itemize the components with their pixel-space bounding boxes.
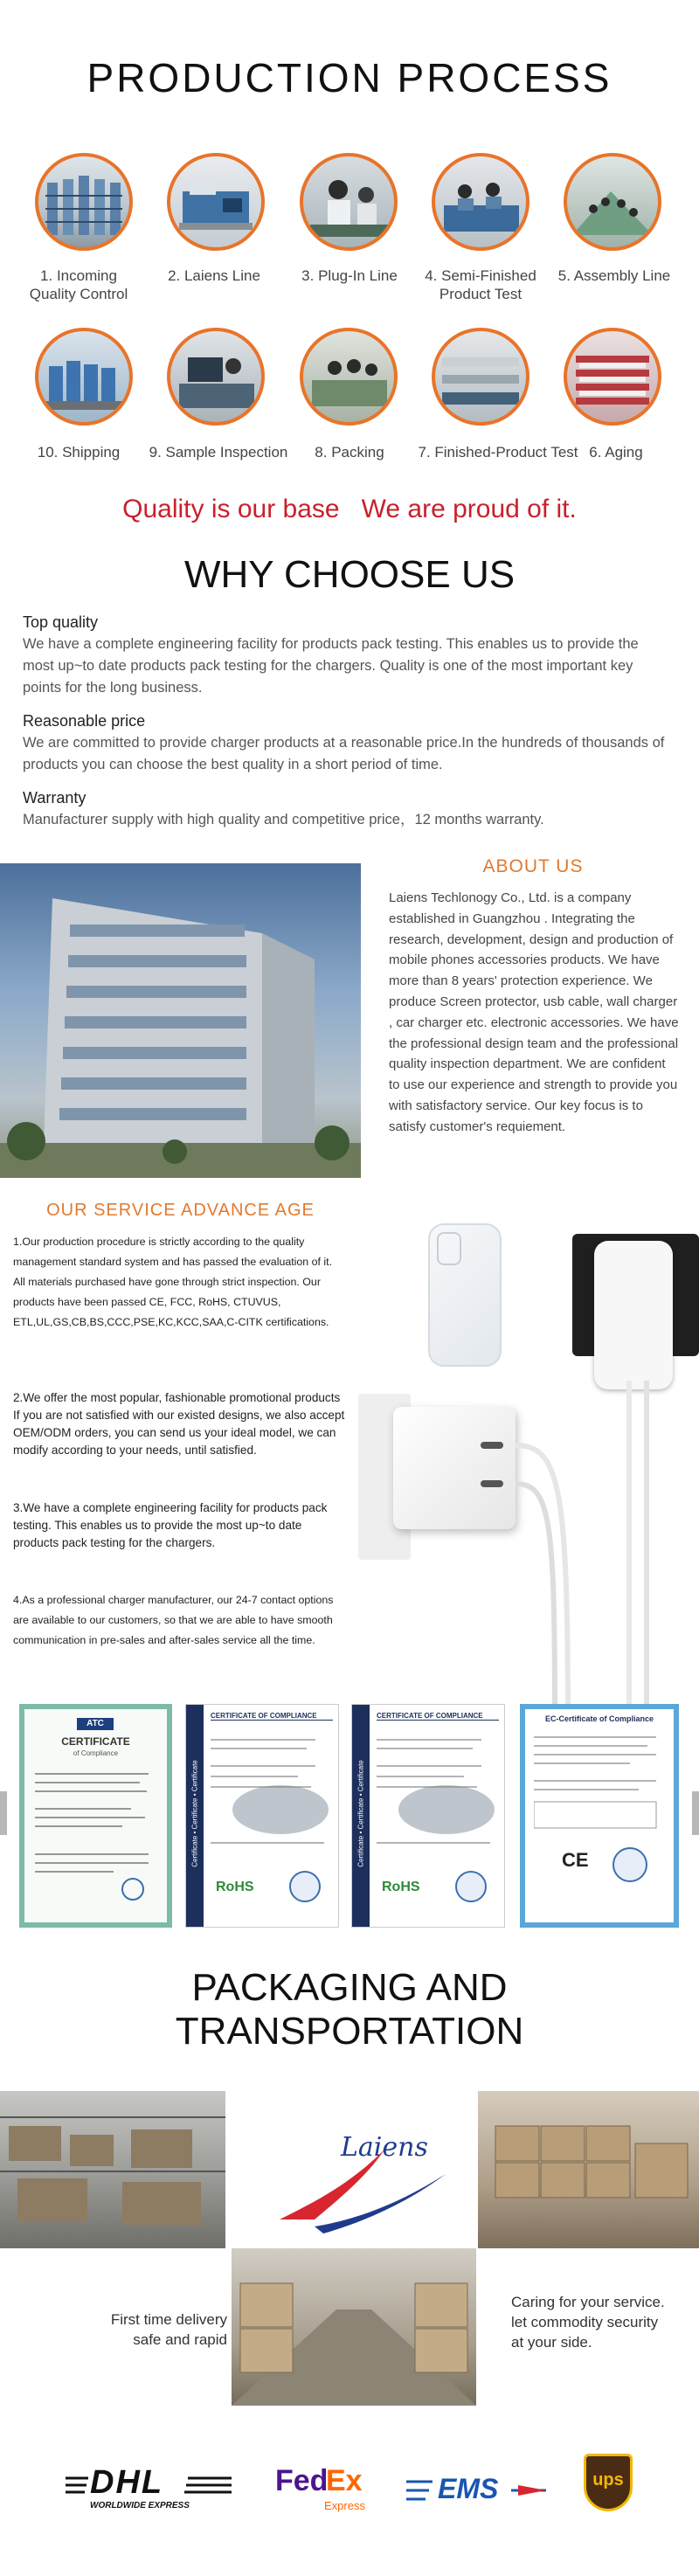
ec-certificate: [520, 1704, 679, 1928]
usb-c-port: [481, 1442, 503, 1449]
ems-text: EMS: [438, 2473, 499, 2504]
fedex-subtext: Express: [324, 2499, 365, 2512]
ec-title: EC-Certificate of Compliance: [544, 1714, 654, 1723]
step-10-label: 10. Shipping: [37, 444, 121, 460]
plug-in-workers-photo: [300, 153, 398, 251]
warehouse-photo-right: [478, 2091, 699, 2248]
service-item: 3.We have a complete engineering facility for products pack testing. This enables us to provide the most up~to date products pack testing for the chargers.: [13, 1501, 328, 1549]
left-caption-line1: First time delivery: [110, 2311, 227, 2328]
ups-logo: [584, 2454, 633, 2511]
fedex-ex: Ex: [326, 2464, 363, 2497]
atc-badge: ATC: [77, 1718, 114, 1730]
coc-map-lines: [377, 1731, 499, 1871]
seal-icon: [612, 1847, 647, 1882]
dhl-speed-lines: [66, 2473, 232, 2499]
charger-cables: [507, 1381, 699, 1721]
step-2-label: 2. Laiens Line: [168, 267, 260, 284]
atc-certificate: [19, 1704, 172, 1928]
machine-line-photo: [167, 153, 265, 251]
ups-text: ups: [592, 2470, 624, 2489]
coc-title: CERTIFICATE OF COMPLIANCE: [211, 1712, 333, 1721]
fedex-fed: Fed: [275, 2464, 329, 2497]
packaging-title-line2: TRANSPORTATION: [175, 2010, 524, 2053]
coc-side-text: Certificate • Certificate • Certificate: [356, 1760, 365, 1867]
service-title: OUR SERVICE ADVANCE AGE: [46, 1201, 315, 1220]
left-caption-line2: safe and rapid: [133, 2331, 227, 2348]
seal-icon: [289, 1871, 321, 1902]
sample-inspection-photo: [167, 328, 265, 426]
right-caption-line2: let commodity security: [511, 2314, 659, 2330]
assembly-line-photo: [564, 153, 661, 251]
phone-white-image: [594, 1241, 673, 1389]
step-1-label: 1. Incoming Quality Control: [29, 267, 128, 302]
rohs-label: RoHS: [382, 1880, 420, 1894]
logo-text: Laiens: [341, 2132, 428, 2163]
slider-prev-arrow[interactable]: [0, 1791, 7, 1835]
coc-map-lines: [211, 1731, 333, 1871]
packing-photo: [300, 328, 398, 426]
rohs-label: RoHS: [216, 1880, 254, 1894]
step-5-label: 5. Assembly Line: [557, 267, 671, 284]
coc-title: CERTIFICATE OF COMPLIANCE: [377, 1712, 499, 1721]
why-item-text: We have a complete engineering facility for products pack testing. This enables us to provide the most up~to date products pack testing for the chargers. Quality is one of the most important key points for the long business.: [23, 636, 639, 696]
ec-body-lines: [534, 1732, 665, 1854]
why-item-heading: Reasonable price: [23, 712, 146, 730]
seal-icon: [455, 1871, 487, 1902]
wall-charger-image: [393, 1407, 516, 1529]
step-8-label: 8. Packing: [315, 444, 384, 460]
fedex-logo: [275, 2464, 380, 2517]
why-item-heading: Top quality: [23, 613, 99, 631]
production-title: PRODUCTION PROCESS: [87, 55, 612, 100]
usb-c-port: [481, 1480, 503, 1487]
why-item-heading: Warranty: [23, 789, 87, 807]
dhl-logo: [66, 2464, 232, 2517]
laiens-logo: [262, 2097, 463, 2237]
why-item-text: Manufacturer supply with high quality and competitive price，12 months warranty.: [23, 812, 544, 828]
atc-body-lines: [35, 1767, 157, 1915]
camera-bump: [437, 1232, 461, 1265]
about-title: ABOUT US: [482, 856, 584, 876]
service-item: 1.Our production procedure is strictly according to the quality management standard system and has passed the evaluation of it. All materials purchased have gone through strict inspection. Our products have been passed CE, FCC, RoHS, CTUVUS, ETL,UL,GS,CB,BS,CCC,PSE,KC,KCC,SAA,C-CITK certifications.: [13, 1236, 333, 1328]
warehouse-shelves-photo: [35, 153, 133, 251]
certificates-strip: [0, 1704, 699, 1931]
right-caption-line3: at your side.: [511, 2334, 592, 2351]
ems-logo: [406, 2471, 546, 2510]
why-item-text: We are committed to provide charger products at a reasonable price.In the hundreds of thousands of products you can choose the best quality in a short period of time.: [23, 735, 665, 772]
service-item: 2.We offer the most popular, fashionable promotional products If you are not satisfied with our existed designs, we also accept OEM/ODM orders, you can send us your ideal model, we can modify according to your needs, until satisfied.: [13, 1391, 345, 1457]
why-title: WHY CHOOSE US: [183, 553, 516, 596]
coc-side-text: Certificate • Certificate • Certificate: [190, 1760, 199, 1867]
service-item: 4.As a professional charger manufacturer, our 24-7 contact options are available to our customers, so that we are able to have smooth communication in pre-sales and after-sales service all the time.: [13, 1594, 334, 1646]
step-6-label: 6. Aging: [589, 444, 643, 460]
packaging-title-line1: PACKAGING AND: [191, 1966, 508, 2009]
warehouse-photo-left: [0, 2091, 225, 2248]
semi-finished-test-photo: [432, 153, 529, 251]
right-caption-line1: Caring for your service.: [511, 2294, 665, 2310]
compliance-certificate: [351, 1704, 505, 1928]
atc-subtitle: of Compliance: [73, 1749, 119, 1757]
company-building-photo: [0, 863, 361, 1178]
about-text: Laiens Techlonogy Co., Ltd. is a company established in Guangzhou . Integrating the research, development, design and production of mobile phones accessories products. We have more than 8 years' protection experience. We produce Screen protector, usb cable, wall charger , car charger etc. electronic accessories. We have the professional design team and the professional quality inspection department. We are confident to use our experience and strength to provide you with satisfactory service. Our key focus is to satisfy customer's requiement.: [389, 890, 679, 1134]
slider-next-arrow[interactable]: [692, 1791, 699, 1835]
phone-case-image: [428, 1223, 502, 1367]
step-9-label: 9. Sample Inspection: [149, 444, 288, 460]
shipping-photo: [35, 328, 133, 426]
step-4-label: 4. Semi-Finished Product Test: [425, 267, 536, 302]
step-7-label: 7. Finished-Product Test: [418, 444, 578, 460]
atc-title: CERTIFICATE: [61, 1735, 130, 1748]
warehouse-photo-center: [232, 2248, 476, 2406]
ce-mark: CE: [562, 1849, 589, 1871]
dhl-subtext: WORLDWIDE EXPRESS: [90, 2501, 190, 2510]
quality-slogan: Quality is our base We are proud of it.: [122, 495, 577, 523]
step-3-label: 3. Plug-In Line: [301, 267, 398, 284]
aging-racks-photo: [564, 328, 661, 426]
compliance-certificate: [185, 1704, 339, 1928]
finished-test-photo: [432, 328, 529, 426]
dhl-text: DHL: [90, 2464, 164, 2501]
